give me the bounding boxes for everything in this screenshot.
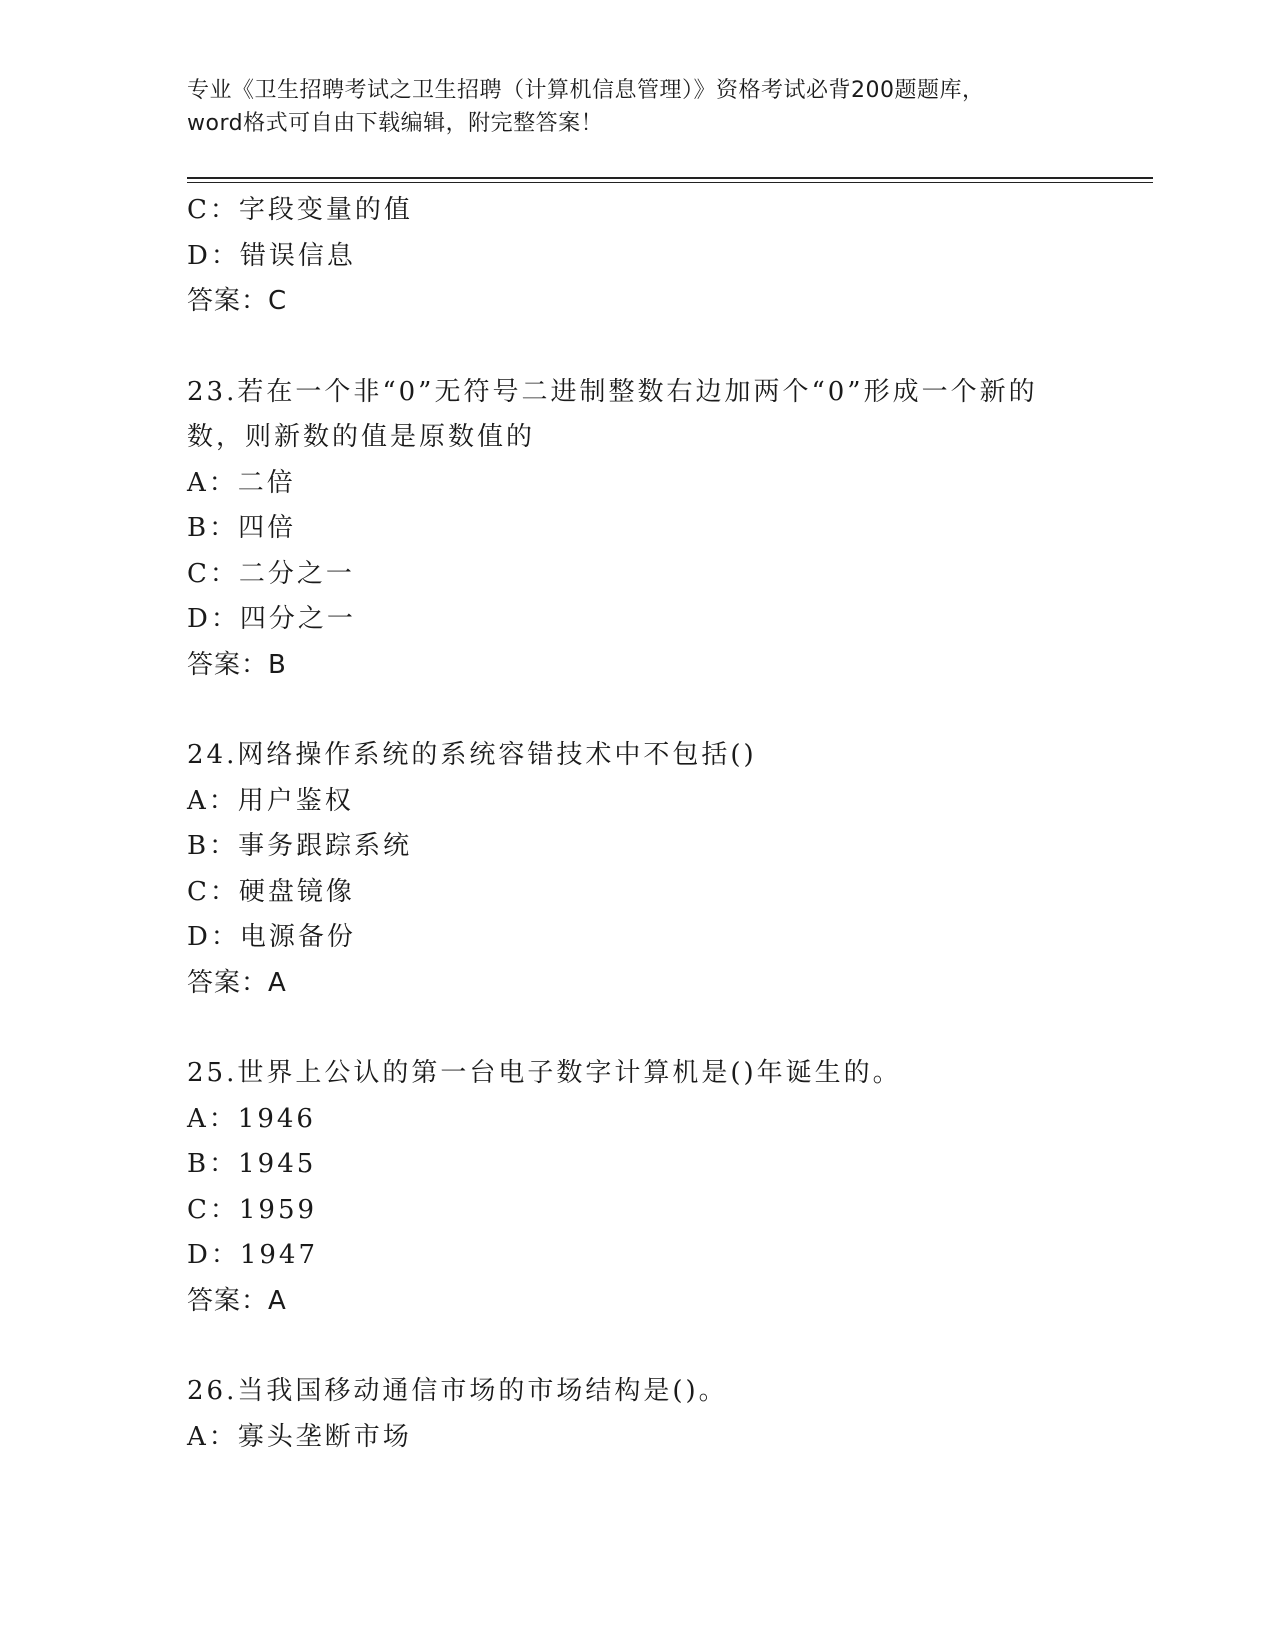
option-a: A：1946 — [187, 1103, 316, 1134]
option-a: A：用户鉴权 — [187, 785, 354, 816]
option-d: D：电源备份 — [187, 922, 356, 952]
option-a: A：寡头垄断市场 — [187, 1421, 412, 1452]
question-25 — [187, 1051, 1147, 1324]
question-text: 24.网络操作系统的系统容错技术中不包括() — [187, 740, 757, 770]
question-text: 26.当我国移动通信市场的市场结构是()。 — [187, 1376, 728, 1406]
question-list — [187, 188, 1147, 1460]
question-22-tail — [187, 188, 1147, 325]
question-text: 25.世界上公认的第一台电子数字计算机是()年诞生的。 — [187, 1058, 902, 1088]
option-d: D：四分之一 — [187, 604, 356, 634]
option-b: B：1945 — [187, 1149, 317, 1179]
option-c: C：1959 — [187, 1194, 318, 1225]
question-23 — [187, 370, 1147, 689]
header-divider-thin — [187, 182, 1153, 183]
option-c: C：硬盘镜像 — [187, 876, 355, 907]
option-c: C：二分之一 — [187, 558, 355, 589]
question-26 — [187, 1369, 1147, 1460]
header-line-1: 专业《卫生招聘考试之卫生招聘（计算机信息管理）》资格考试必背200题题库， — [187, 78, 985, 103]
option-d: D：1947 — [187, 1240, 319, 1270]
option-b: B：四倍 — [187, 513, 297, 543]
header-divider-thick — [187, 177, 1153, 179]
answer: 答案：A — [187, 967, 287, 998]
answer: 答案：B — [187, 649, 287, 680]
option-a: A：二倍 — [187, 467, 296, 498]
question-text: 23.若在一个非“0”无符号二进制整数右边加两个“0”形成一个新的 — [187, 376, 1038, 407]
header-line-2: word格式可自由下载编辑，附完整答案！ — [187, 111, 604, 136]
option-c: C：字段变量的值 — [187, 195, 413, 225]
option-b: B：事务跟踪系统 — [187, 831, 413, 861]
question-text-cont: 数，则新数的值是原数值的 — [187, 422, 536, 452]
document-header — [187, 74, 1067, 140]
answer: 答案：C — [187, 286, 288, 316]
option-d: D：错误信息 — [187, 240, 356, 271]
question-24 — [187, 733, 1147, 1006]
answer: 答案：A — [187, 1285, 287, 1316]
